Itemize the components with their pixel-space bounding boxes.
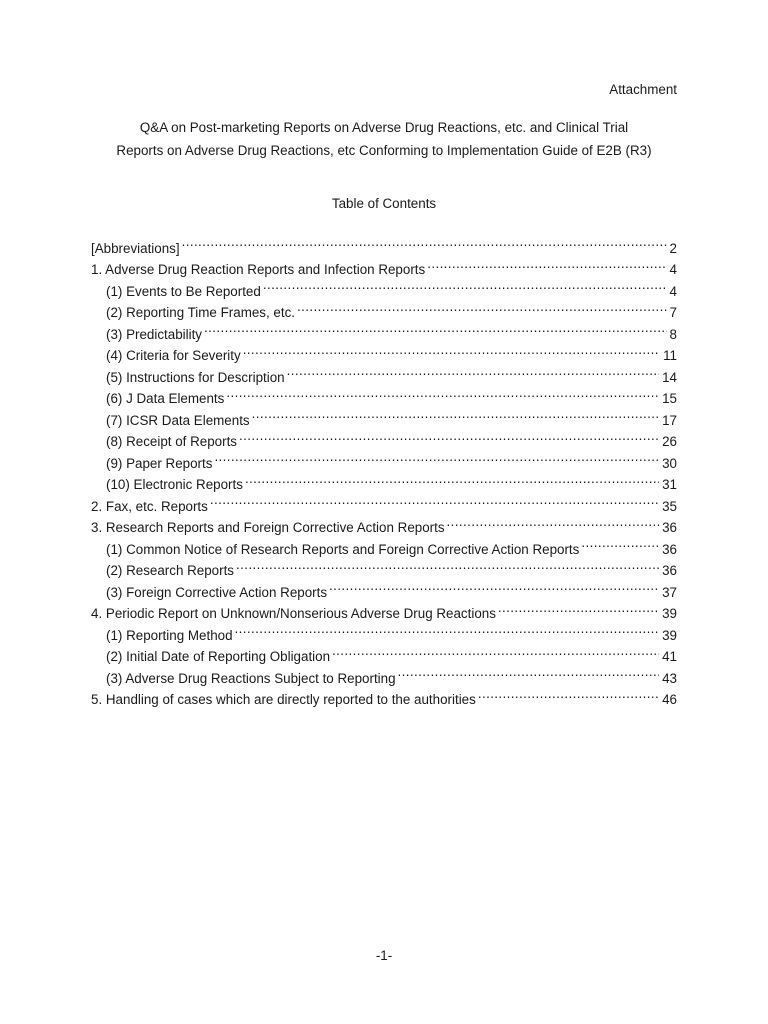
toc-leader-dots bbox=[208, 489, 659, 511]
toc-entry-page: 14 bbox=[662, 369, 677, 385]
table-of-contents bbox=[91, 231, 677, 707]
toc-entry-label: (3) Predictability bbox=[106, 326, 202, 342]
toc-leader-dots bbox=[180, 231, 667, 253]
toc-entry-page: 39 bbox=[662, 627, 677, 643]
toc-entry-page: 15 bbox=[662, 391, 677, 406]
toc-entry-label: (6) J Data Elements bbox=[106, 391, 225, 406]
toc-leader-dots bbox=[241, 339, 660, 361]
toc-entry-label: [Abbreviations] bbox=[91, 240, 180, 256]
toc-entry-label: 1. Adverse Drug Reaction Reports and Infection Reports bbox=[91, 262, 426, 277]
toc-entry-label: (1) Reporting Method bbox=[106, 627, 233, 643]
toc-entry-page: 17 bbox=[662, 412, 677, 428]
toc-entry-label: 2. Fax, etc. Reports bbox=[91, 498, 208, 514]
toc-entry-page: 26 bbox=[662, 434, 677, 449]
toc-entry-label: (2) Initial Date of Reporting Obligation bbox=[106, 649, 331, 664]
toc-entry-label: (2) Reporting Time Frames, etc. bbox=[106, 305, 296, 320]
toc-entry-page: 41 bbox=[662, 649, 677, 664]
toc-leader-dots bbox=[202, 317, 667, 339]
toc-leader-dots bbox=[425, 253, 666, 275]
toc-leader-dots bbox=[243, 468, 659, 490]
document-title bbox=[60, 116, 708, 162]
toc-entry-page: 46 bbox=[662, 692, 677, 707]
toc-entry-label: (8) Receipt of Reports bbox=[106, 434, 237, 449]
toc-entry-page: 4 bbox=[669, 283, 677, 299]
toc-entry-page: 11 bbox=[663, 348, 677, 363]
toc-entry-page: 2 bbox=[669, 240, 677, 256]
toc-leader-dots bbox=[261, 274, 667, 296]
toc-entry-page: 36 bbox=[662, 541, 677, 557]
toc-entry-label: 5. Handling of cases which are directly reported to the authorities bbox=[91, 692, 476, 707]
toc-entry-label: (1) Common Notice of Research Reports and Foreign Corrective Action Reports bbox=[106, 541, 580, 557]
toc-leader-dots bbox=[250, 403, 659, 425]
toc-entry-page: 31 bbox=[662, 477, 677, 492]
toc-entry-page: 43 bbox=[662, 670, 677, 686]
toc-entry-label: (4) Criteria for Severity bbox=[106, 348, 241, 363]
toc-entry bbox=[91, 231, 677, 256]
toc-entry-page: 37 bbox=[662, 584, 677, 600]
toc-leader-dots bbox=[445, 511, 660, 533]
toc-leader-dots bbox=[327, 575, 659, 597]
toc-leader-dots bbox=[237, 425, 659, 447]
toc-entry-label: (10) Electronic Reports bbox=[106, 477, 243, 492]
toc-entry-label: (9) Paper Reports bbox=[106, 455, 213, 471]
toc-entry-page: 39 bbox=[662, 606, 677, 621]
toc-leader-dots bbox=[212, 446, 659, 468]
toc-entry-label: 4. Periodic Report on Unknown/Nonserious Adverse Drug Reactions bbox=[91, 606, 496, 621]
toc-entry-page: 8 bbox=[669, 326, 677, 342]
title-line-1: Q&A on Post-marketing Reports on Adverse Drug Reactions, etc. and Clinical Trial bbox=[139, 120, 629, 135]
toc-entry-label: (3) Adverse Drug Reactions Subject to Reporting bbox=[106, 670, 396, 686]
toc-leader-dots bbox=[330, 640, 659, 662]
toc-entry-page: 36 bbox=[662, 563, 677, 578]
toc-entry-label: 3. Research Reports and Foreign Corrective Action Reports bbox=[91, 520, 445, 535]
toc-entry-label: (1) Events to Be Reported bbox=[106, 283, 261, 299]
toc-entry-page: 36 bbox=[662, 520, 677, 535]
toc-leader-dots bbox=[285, 360, 659, 382]
toc-entry-page: 30 bbox=[662, 455, 677, 471]
attachment-label: Attachment bbox=[609, 82, 677, 97]
toc-leader-dots bbox=[396, 661, 660, 683]
title-line-2: Reports on Adverse Drug Reactions, etc Conforming to Implementation Guide of E2B (R3) bbox=[116, 143, 652, 158]
toc-leader-dots bbox=[234, 554, 659, 576]
page-number: -1- bbox=[375, 948, 393, 963]
toc-entry-label: (5) Instructions for Description bbox=[106, 369, 285, 385]
toc-leader-dots bbox=[476, 683, 659, 705]
toc-entry-label: (7) ICSR Data Elements bbox=[106, 412, 250, 428]
toc-leader-dots bbox=[224, 382, 659, 404]
toc-entry-page: 35 bbox=[662, 498, 677, 514]
toc-entry-page: 7 bbox=[669, 305, 677, 320]
toc-heading: Table of Contents bbox=[331, 196, 437, 211]
toc-leader-dots bbox=[579, 532, 659, 554]
toc-entry-label: (2) Research Reports bbox=[106, 563, 235, 578]
toc-leader-dots bbox=[233, 618, 660, 640]
toc-leader-dots bbox=[295, 296, 667, 318]
toc-entry-page: 4 bbox=[669, 262, 677, 277]
toc-entry-label: (3) Foreign Corrective Action Reports bbox=[106, 584, 328, 600]
toc-leader-dots bbox=[496, 597, 659, 619]
